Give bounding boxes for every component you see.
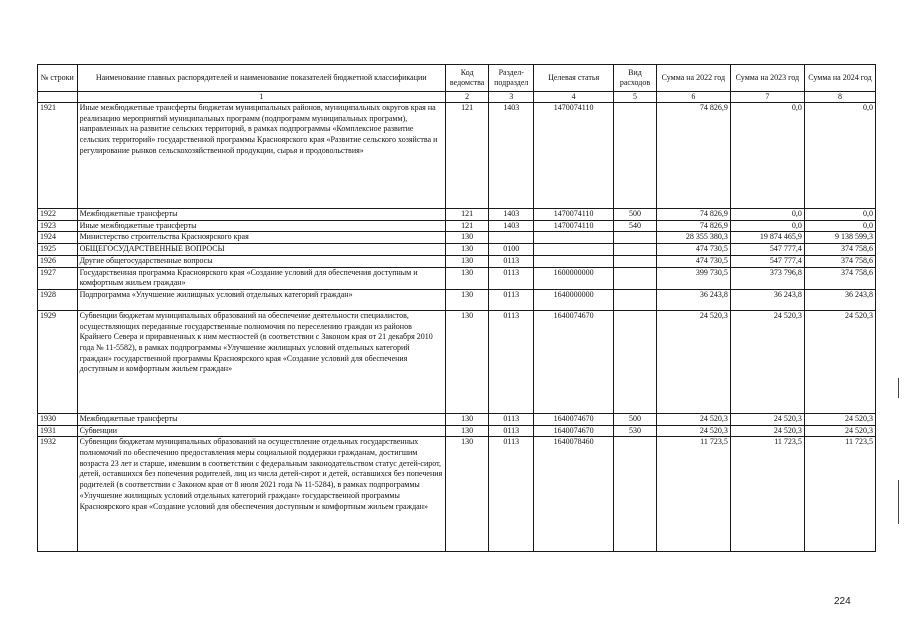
row-sum-2023: 373 796,8 (730, 267, 804, 289)
row-number: 1930 (38, 413, 78, 425)
row-sum-2024: 24 520,3 (804, 425, 875, 437)
header-name: Наименование главных распорядителей и наименование показателей бюджетной классификации (77, 65, 445, 92)
row-expense-kind: 530 (614, 425, 657, 437)
row-sum-2024: 0,0 (804, 103, 875, 209)
row-sum-2024: 9 138 599,3 (804, 232, 875, 244)
row-sum-2024: 36 243,8 (804, 289, 875, 310)
row-section: 1403 (489, 103, 534, 209)
row-sum-2023: 0,0 (730, 103, 804, 209)
row-section: 0113 (489, 267, 534, 289)
row-number: 1923 (38, 220, 78, 232)
row-target-article (534, 255, 614, 267)
row-section: 0113 (489, 310, 534, 413)
row-sum-2024: 374 758,6 (804, 244, 875, 256)
column-number: 5 (614, 92, 657, 103)
row-target-article: 1470074110 (534, 220, 614, 232)
row-dept-code: 130 (445, 255, 489, 267)
row-sum-2022: 24 520,3 (656, 310, 730, 413)
row-name: Министерство строительства Красноярского края (77, 232, 445, 244)
header-row (38, 65, 876, 92)
table-row (38, 255, 876, 267)
table-row (38, 425, 876, 437)
row-number: 1925 (38, 244, 78, 256)
row-sum-2022: 399 730,5 (656, 267, 730, 289)
column-number (38, 92, 78, 103)
row-target-article: 1640074670 (534, 425, 614, 437)
row-dept-code: 121 (445, 220, 489, 232)
row-target-article: 1470074110 (534, 103, 614, 209)
row-target-article: 1640074670 (534, 413, 614, 425)
row-sum-2024: 374 758,6 (804, 267, 875, 289)
row-number: 1932 (38, 437, 78, 552)
row-sum-2022: 11 723,5 (656, 437, 730, 552)
column-number: 8 (804, 92, 875, 103)
row-number: 1924 (38, 232, 78, 244)
row-number: 1921 (38, 103, 78, 209)
row-name: Межбюджетные трансферты (77, 413, 445, 425)
row-expense-kind (614, 310, 657, 413)
row-sum-2023: 547 777,4 (730, 255, 804, 267)
budget-table (37, 64, 876, 552)
header-dept-code: Код ведомства (445, 65, 489, 92)
row-expense-kind: 500 (614, 413, 657, 425)
page-number: 224 (834, 596, 851, 607)
table-row (38, 244, 876, 256)
column-number: 3 (489, 92, 534, 103)
row-name: Межбюджетные трансферты (77, 209, 445, 221)
row-dept-code: 130 (445, 437, 489, 552)
row-sum-2023: 0,0 (730, 209, 804, 221)
row-section: 1403 (489, 220, 534, 232)
row-dept-code: 121 (445, 209, 489, 221)
scan-edge-mark (898, 480, 899, 524)
row-expense-kind (614, 289, 657, 310)
row-number: 1927 (38, 267, 78, 289)
row-number: 1922 (38, 209, 78, 221)
column-number: 2 (445, 92, 489, 103)
row-sum-2024: 374 758,6 (804, 255, 875, 267)
row-name: Иные межбюджетные трансферты (77, 220, 445, 232)
row-section: 0113 (489, 289, 534, 310)
row-dept-code: 130 (445, 425, 489, 437)
row-section: 0113 (489, 413, 534, 425)
row-sum-2022: 24 520,3 (656, 425, 730, 437)
row-sum-2024: 0,0 (804, 220, 875, 232)
row-expense-kind (614, 244, 657, 256)
header-sum-2023: Сумма на 2023 год (730, 65, 804, 92)
row-target-article: 1640078460 (534, 437, 614, 552)
row-sum-2022: 474 730,5 (656, 255, 730, 267)
row-dept-code: 130 (445, 244, 489, 256)
row-sum-2023: 0,0 (730, 220, 804, 232)
row-sum-2023: 24 520,3 (730, 425, 804, 437)
row-name: Субвенции бюджетам муниципальных образований на обеспечение деятельности специалистов, осуществляющих переданные государственные полномочия по переселению граждан из районов Крайнего Севера и приравненных к ним местностей (в соответствии с Законом края от 21 декабря 2010 года № 11-5582), в рамках подпрограммы «Улучшение жилищных условий отдельных категорий граждан» государственной программы Красноярского края «Создание условий для обеспечения доступным и комфортным жильем граждан» (77, 310, 445, 413)
row-name: ОБЩЕГОСУДАРСТВЕННЫЕ ВОПРОСЫ (77, 244, 445, 256)
row-expense-kind: 540 (614, 220, 657, 232)
table-body (38, 103, 876, 552)
header-expense-kind: Вид расходов (614, 65, 657, 92)
row-name: Другие общегосударственные вопросы (77, 255, 445, 267)
column-number-row (38, 92, 876, 103)
row-sum-2023: 11 723,5 (730, 437, 804, 552)
row-sum-2022: 74 826,9 (656, 220, 730, 232)
row-sum-2022: 36 243,8 (656, 289, 730, 310)
table-row (38, 310, 876, 413)
row-target-article (534, 232, 614, 244)
row-name: Иные межбюджетные трансферты бюджетам муниципальных районов, муниципальных округов края на реализацию мероприятий муниципальных программ (подпрограмм муниципальных программ), направленных на развитие сельских территорий, в рамках подпрограммы «Комплексное развитие сельских территорий» государственной программы Красноярского края «Развитие сельского хозяйства и регулирование рынков сельскохозяйственной продукции, сырья и продовольствия» (77, 103, 445, 209)
row-section: 0100 (489, 244, 534, 256)
row-target-article (534, 244, 614, 256)
row-sum-2023: 36 243,8 (730, 289, 804, 310)
row-number: 1931 (38, 425, 78, 437)
row-sum-2022: 74 826,9 (656, 209, 730, 221)
row-dept-code: 121 (445, 103, 489, 209)
row-sum-2023: 19 874 465,9 (730, 232, 804, 244)
row-expense-kind (614, 103, 657, 209)
row-section: 0113 (489, 255, 534, 267)
row-number: 1926 (38, 255, 78, 267)
table-row (38, 209, 876, 221)
header-section: Раздел-подраздел (489, 65, 534, 92)
row-dept-code: 130 (445, 267, 489, 289)
row-sum-2022: 28 355 380,3 (656, 232, 730, 244)
header-sum-2022: Сумма на 2022 год (656, 65, 730, 92)
table-row (38, 220, 876, 232)
column-number: 6 (656, 92, 730, 103)
header-row-no: № строки (38, 65, 78, 92)
header-target-article: Целевая статья (534, 65, 614, 92)
row-sum-2022: 474 730,5 (656, 244, 730, 256)
row-name: Подпрограмма «Улучшение жилищных условий отдельных категорий граждан» (77, 289, 445, 310)
row-number: 1928 (38, 289, 78, 310)
row-expense-kind (614, 255, 657, 267)
row-sum-2024: 0,0 (804, 209, 875, 221)
row-dept-code: 130 (445, 289, 489, 310)
row-expense-kind (614, 232, 657, 244)
table-row (38, 232, 876, 244)
row-name: Субвенции бюджетам муниципальных образований на осуществление отдельных государственных полномочий по обеспечению предоставления меры социальной поддержки гражданам, достигшим возраста 23 лет и старше, имевшим в соответствии с федеральным законодательством статус детей-сирот, детей, оставшихся без попечения родителей, лиц из числа детей-сирот и детей, оставшихся без попечения родителей (в соответствии с Законом края от 8 июля 2021 года № 11-5284), в рамках подпрограммы «Улучшение жилищных условий отдельных категорий граждан» государственной программы Красноярского края «Создание условий для обеспечения доступным и комфортным жильем граждан» (77, 437, 445, 552)
header-sum-2024: Сумма на 2024 год (804, 65, 875, 92)
row-sum-2022: 24 520,3 (656, 413, 730, 425)
table-row (38, 437, 876, 552)
row-expense-kind (614, 437, 657, 552)
column-number: 7 (730, 92, 804, 103)
row-expense-kind (614, 267, 657, 289)
row-sum-2024: 24 520,3 (804, 310, 875, 413)
row-dept-code: 130 (445, 413, 489, 425)
row-sum-2024: 24 520,3 (804, 413, 875, 425)
row-sum-2023: 24 520,3 (730, 413, 804, 425)
row-section: 1403 (489, 209, 534, 221)
table-row (38, 267, 876, 289)
table-row (38, 289, 876, 310)
row-sum-2022: 74 826,9 (656, 103, 730, 209)
row-name: Государственная программа Красноярского края «Создание условий для обеспечения доступным и комфортным жильем граждан» (77, 267, 445, 289)
row-target-article: 1470074110 (534, 209, 614, 221)
table-row (38, 103, 876, 209)
row-target-article: 1640074670 (534, 310, 614, 413)
row-section: 0113 (489, 425, 534, 437)
row-sum-2023: 547 777,4 (730, 244, 804, 256)
row-expense-kind: 500 (614, 209, 657, 221)
row-target-article: 1600000000 (534, 267, 614, 289)
row-sum-2024: 11 723,5 (804, 437, 875, 552)
row-dept-code: 130 (445, 310, 489, 413)
table-row (38, 413, 876, 425)
row-number: 1929 (38, 310, 78, 413)
row-dept-code: 130 (445, 232, 489, 244)
row-sum-2023: 24 520,3 (730, 310, 804, 413)
row-name: Субвенции (77, 425, 445, 437)
column-number: 1 (77, 92, 445, 103)
column-number: 4 (534, 92, 614, 103)
row-target-article: 1640000000 (534, 289, 614, 310)
row-section: 0113 (489, 437, 534, 552)
scan-edge-mark (898, 378, 899, 398)
row-section (489, 232, 534, 244)
